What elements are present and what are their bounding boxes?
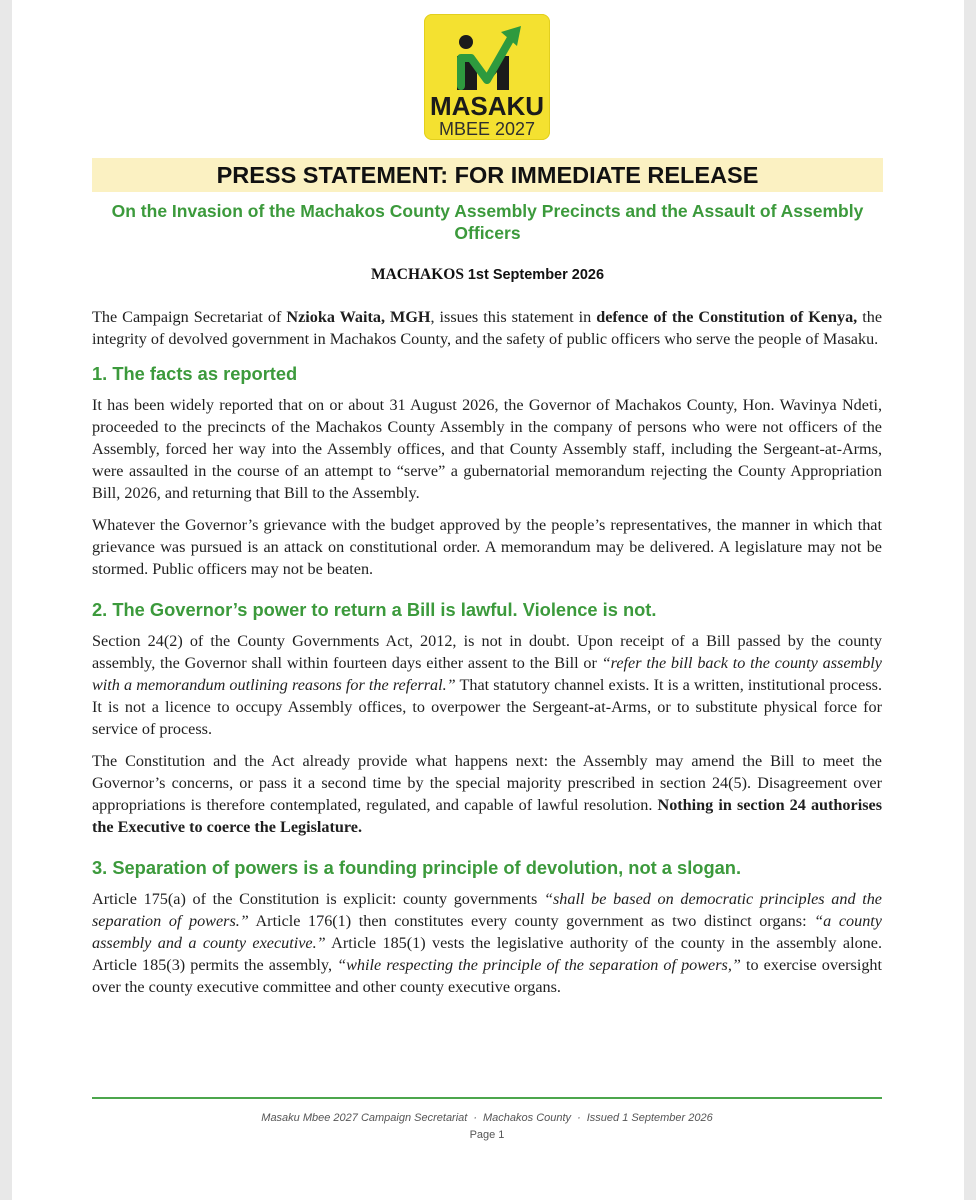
section-heading: 1. The facts as reported — [92, 363, 298, 384]
quoted-text: “refer the bill back to the county assembly with a memorandum outlining reasons for the referral.” — [92, 654, 882, 694]
text-run: The Constitution and the Act already provide what happens next: the Assembly may amend the Bill to meet the Governor’s concerns, or pass it a second time by the special majority prescribed in section 24(5). Disagreement over appropriations is therefore contemplated, regulated, and capable of lawful resolution. — [92, 752, 882, 814]
footer-issued: Issued 1 September 2026 — [586, 1112, 713, 1124]
dateline — [92, 266, 883, 284]
right-page-edge — [964, 0, 976, 1200]
body-paragraph — [92, 394, 882, 504]
logo-name: MASAKU — [429, 91, 545, 121]
page-footer — [92, 1110, 882, 1144]
text-run: That statutory channel exists. It is a written, institutional process. It is not a licence to occupy Assembly offices, to overpower the Sergeant-at-Arms, or to substitute physical force for service of process. — [92, 676, 882, 738]
dateline-date: 1st September 2026 — [467, 267, 605, 283]
sections-container — [92, 362, 882, 998]
text-run: Section 24(2) of the County Governments Act, 2012, is not in doubt. Upon receipt of a Bill passed by the county assembly, the Governor shall within fourteen days either assent to the Bill or — [92, 632, 882, 672]
campaign-logo — [424, 14, 550, 140]
footer-meta — [92, 1110, 882, 1126]
bold-text: Nzioka Waita, MGH — [286, 308, 431, 326]
quoted-text: “shall be based on democratic principles and the separation of powers.” — [92, 890, 882, 930]
text-run: The Campaign Secretariat of — [92, 308, 287, 326]
bold-text: defence of the Constitution of Kenya, — [596, 308, 858, 326]
dateline-place: MACHAKOS — [370, 266, 464, 283]
text-run: Whatever the Governor’s grievance with the budget approved by the people’s representatives, the manner in which that grievance was pursued is an attack on constitutional order. A memorandum may be delivered. A legislature may not be stormed. Public officers may not be beaten. — [92, 516, 882, 578]
page-number: Page 1 — [469, 1129, 505, 1141]
logo-subtitle: MBEE 2027 — [438, 119, 536, 139]
rising-arrow-m-icon — [447, 22, 527, 94]
footer-separator: · — [473, 1112, 478, 1124]
footer-rule — [92, 1097, 882, 1099]
text-run: Article 175(a) of the Constitution is explicit: county governments — [92, 890, 544, 908]
text-run: Article 176(1) then constitutes every county government as two distinct organs: — [248, 912, 815, 930]
intro-paragraph — [92, 306, 882, 350]
left-page-edge — [0, 0, 12, 1200]
body-paragraph — [92, 750, 882, 838]
text-run: It has been widely reported that on or about 31 August 2026, the Governor of Machakos County, Hon. Wavinya Ndeti, proceeded to the precincts of the Machakos County Assembly in the company of persons who were not officers of the Assembly, forced her way into the Assembly offices, and that County Assembly staff, including the Sergeant-at-Arms, were assaulted in the course of an attempt to “serve” a gubernatorial memorandum rejecting the County Appropriation Bill, 2026, and returning that Bill to the Assembly. — [92, 396, 882, 502]
text-run: the integrity of devolved government in Machakos County, and the safety of public officers who serve the people of Masaku. — [92, 308, 883, 348]
quoted-text: “while respecting the principle of the separation of powers,” — [337, 956, 741, 974]
quoted-text: “a county assembly and a county executive.” — [92, 912, 882, 952]
body-paragraph — [92, 514, 882, 580]
footer-place: Machakos County — [483, 1112, 572, 1124]
section-heading: 2. The Governor’s power to return a Bill is lawful. Violence is not. — [92, 599, 657, 620]
text-run: , issues this statement in — [430, 308, 597, 326]
statement-subtitle: On the Invasion of the Machakos County Assembly Precincts and the Assault of Assembly Officers — [111, 201, 864, 243]
release-banner: PRESS STATEMENT: FOR IMMEDIATE RELEASE — [92, 158, 883, 192]
footer-org: Masaku Mbee 2027 Campaign Secretariat — [261, 1112, 468, 1124]
statement-body — [92, 306, 882, 1008]
body-paragraph — [92, 888, 882, 998]
text-run: Article 185(1) vests the legislative authority of the county in the assembly alone. Article 185(3) permits the assembly, — [92, 934, 882, 974]
body-paragraph — [92, 630, 882, 740]
footer-separator: · — [577, 1112, 581, 1124]
bold-text: Nothing in section 24 authorises the Executive to coerce the Legislature. — [92, 796, 882, 836]
text-run: to exercise oversight over the county executive committee and other county executive organs. — [92, 956, 883, 996]
section-heading: 3. Separation of powers is a founding principle of devolution, not a slogan. — [92, 857, 742, 878]
